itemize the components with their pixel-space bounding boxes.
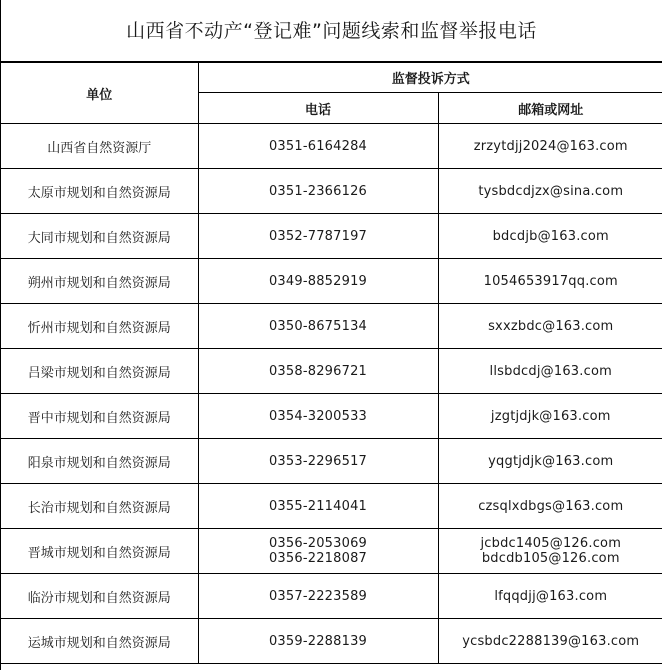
email-address: jcbdc1405@126.com (480, 536, 622, 551)
email-address: lfqqdjj@163.com (494, 588, 608, 604)
table-row (1, 349, 662, 394)
phone-number: 0351-2366126 (268, 183, 368, 199)
email-address: 1054653917qq.com (483, 273, 618, 289)
table-row (1, 439, 662, 484)
email-cell (438, 259, 662, 304)
email-address: zrzytdjj2024@163.com (473, 138, 628, 154)
table-row (1, 484, 662, 529)
header-email: 邮箱或网址 (438, 93, 662, 124)
email-cell (438, 529, 662, 574)
unit-cell: 运城市规划和自然资源局 (1, 619, 198, 664)
phone-number: 0356-2218087 (268, 551, 368, 566)
table-row (1, 574, 662, 619)
phone-cell (198, 304, 438, 349)
header-phone: 电话 (198, 93, 438, 124)
phone-number: 0354-3200533 (268, 408, 368, 424)
table-body (1, 124, 662, 664)
table-row (1, 304, 662, 349)
phone-cell (198, 349, 438, 394)
unit-cell: 山西省自然资源厅 (1, 124, 198, 169)
phone-number: 0355-2114041 (268, 498, 368, 514)
header-unit: 单位 (1, 63, 198, 124)
phone-cell (198, 214, 438, 259)
phone-cell (198, 574, 438, 619)
email-cell (438, 574, 662, 619)
email-cell (438, 169, 662, 214)
page-title: 山西省不动产“登记难”问题线索和监督举报电话 (1, 0, 662, 62)
email-address: czsqlxdbgs@163.com (478, 498, 624, 514)
phone-number: 0358-8296721 (268, 363, 368, 379)
email-cell (438, 619, 662, 664)
phone-number: 0353-2296517 (268, 453, 368, 469)
email-address: jzgtjdjk@163.com (490, 408, 611, 424)
unit-cell: 晋中市规划和自然资源局 (1, 394, 198, 439)
table-row (1, 529, 662, 574)
email-address: llsbdcdj@163.com (489, 363, 612, 379)
email-cell (438, 484, 662, 529)
table-row (1, 394, 662, 439)
email-cell (438, 439, 662, 484)
phone-number: 0350-8675134 (268, 318, 368, 334)
phone-cell (198, 394, 438, 439)
phone-number: 0352-7787197 (268, 228, 368, 244)
email-address: yqgtjdjk@163.com (488, 453, 614, 469)
phone-number: 0359-2288139 (268, 633, 368, 649)
phone-cell (198, 529, 438, 574)
table-row (1, 124, 662, 169)
unit-cell: 阳泉市规划和自然资源局 (1, 439, 198, 484)
table-row (1, 214, 662, 259)
contact-table (1, 62, 662, 664)
email-address: ycsbdc2288139@163.com (462, 633, 640, 649)
table-row (1, 619, 662, 664)
email-cell (438, 124, 662, 169)
email-cell (438, 349, 662, 394)
phone-cell (198, 484, 438, 529)
unit-cell: 太原市规划和自然资源局 (1, 169, 198, 214)
phone-cell (198, 439, 438, 484)
phone-cell (198, 124, 438, 169)
table-row (1, 169, 662, 214)
unit-cell: 吕梁市规划和自然资源局 (1, 349, 198, 394)
header-contact: 监督投诉方式 (198, 63, 662, 93)
phone-number: 0356-2053069 (268, 536, 368, 551)
unit-cell: 长治市规划和自然资源局 (1, 484, 198, 529)
unit-cell: 晋城市规划和自然资源局 (1, 529, 198, 574)
email-address: sxxzbdc@163.com (488, 318, 614, 334)
email-address: tysbdcdjzx@sina.com (478, 183, 624, 199)
email-address: bdcdjb@163.com (492, 228, 609, 244)
phone-cell (198, 619, 438, 664)
email-cell (438, 304, 662, 349)
header-row-1 (1, 63, 662, 93)
unit-cell: 朔州市规划和自然资源局 (1, 259, 198, 304)
unit-cell: 临汾市规划和自然资源局 (1, 574, 198, 619)
email-cell (438, 394, 662, 439)
table-row (1, 259, 662, 304)
unit-cell: 大同市规划和自然资源局 (1, 214, 198, 259)
phone-cell (198, 169, 438, 214)
unit-cell: 忻州市规划和自然资源局 (1, 304, 198, 349)
phone-cell (198, 259, 438, 304)
phone-number: 0351-6164284 (268, 138, 368, 154)
phone-number: 0357-2223589 (268, 588, 368, 604)
email-cell (438, 214, 662, 259)
phone-number: 0349-8852919 (268, 273, 368, 289)
email-address: bdcdb105@126.com (481, 551, 620, 566)
